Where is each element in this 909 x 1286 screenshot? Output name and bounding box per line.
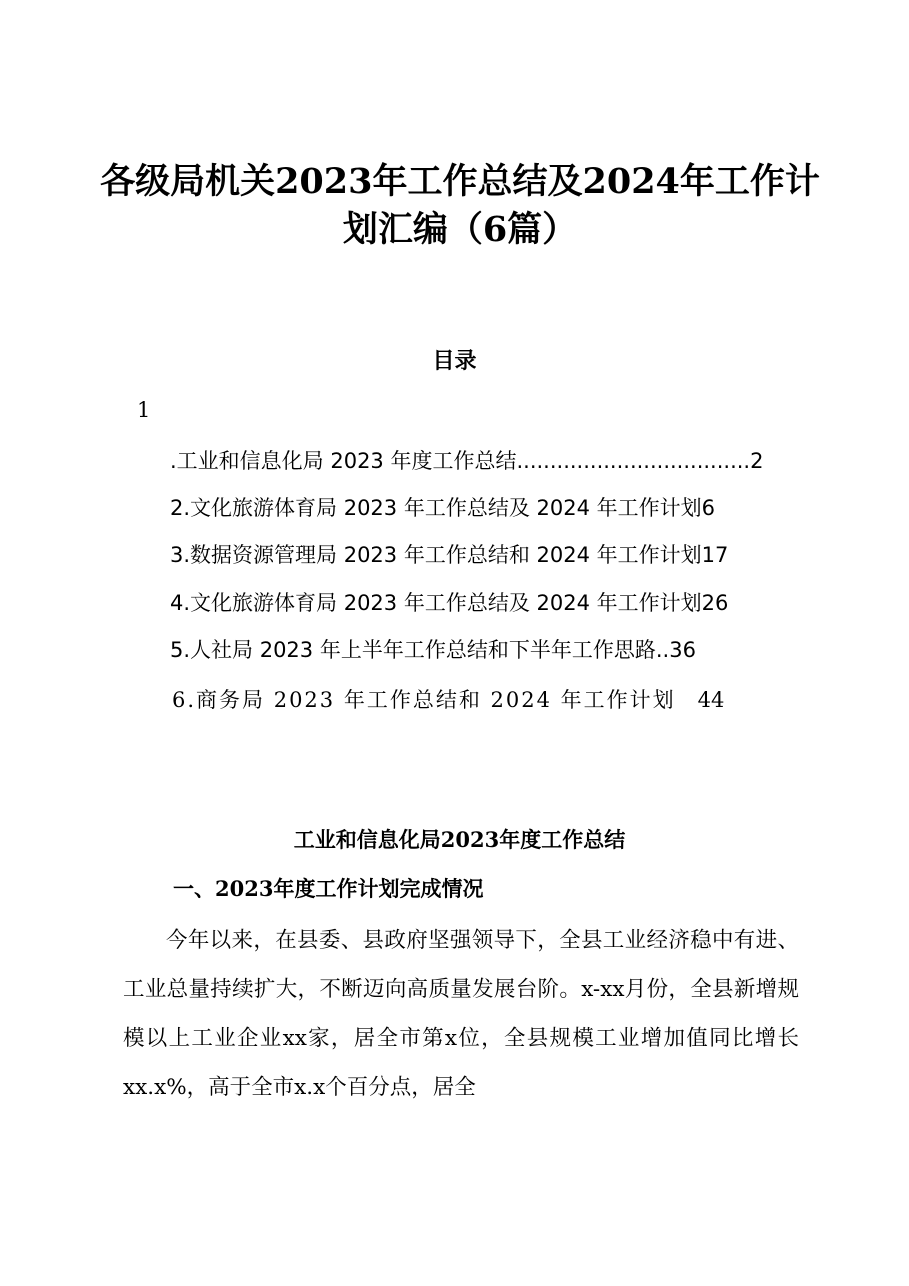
toc-leader: ................................... (516, 449, 751, 473)
toc-item-2[interactable] (170, 492, 715, 522)
toc-stray-number: 1 (137, 398, 151, 422)
toc-page-number: 2 (750, 449, 764, 473)
toc-page-number: 36 (669, 638, 696, 662)
document-title: 各级局机关2023年工作总结及2024年工作计划汇编（6篇） (100, 161, 820, 250)
toc-item-text: 4.文化旅游体育局 2023 年工作总结及 2024 年工作计划 (170, 591, 702, 615)
toc-item-3[interactable] (170, 539, 728, 569)
toc-item-text: 2.文化旅游体育局 2023 年工作总结及 2024 年工作计划 (170, 496, 702, 520)
toc-item-text: 5.人社局 2023 年上半年工作总结和下半年工作思路 (170, 638, 656, 662)
toc-item-text: 6.商务局 2023 年工作总结和 2024 年工作计划 (172, 688, 676, 712)
toc-item-5[interactable] (170, 634, 696, 664)
toc-page-number: 44 (697, 688, 725, 712)
section-subheading: 一、2023年度工作计划完成情况 (173, 876, 484, 901)
toc-item-text: .工业和信息化局 2023 年度工作总结 (170, 449, 517, 473)
toc-page-number: 6 (701, 496, 715, 520)
toc-page-number: 17 (701, 543, 729, 567)
body-paragraph: 今年以来，在县委、县政府坚强领导下，全县工业经济稳中有进、工业总量持续扩大，不断迈向高质量发展台阶。x-xx月份，全县新增规模以上工业企业xx家，居全市第x位，全县规模工业增加值同比增长xx.x%，高于全市x.x个百分点，居全 (123, 928, 799, 1100)
toc-heading: 目录 (432, 348, 477, 374)
toc-leader: .. (655, 638, 670, 662)
toc-item-4[interactable] (170, 587, 728, 617)
toc-item-text: 3.数据资源管理局 2023 年工作总结和 2024 年工作计划 (170, 543, 702, 567)
toc-page-number: 26 (701, 591, 729, 615)
toc-item-6[interactable] (172, 684, 724, 714)
section-title: 工业和信息化局2023年度工作总结 (293, 827, 626, 852)
toc-item-1[interactable] (170, 445, 763, 475)
